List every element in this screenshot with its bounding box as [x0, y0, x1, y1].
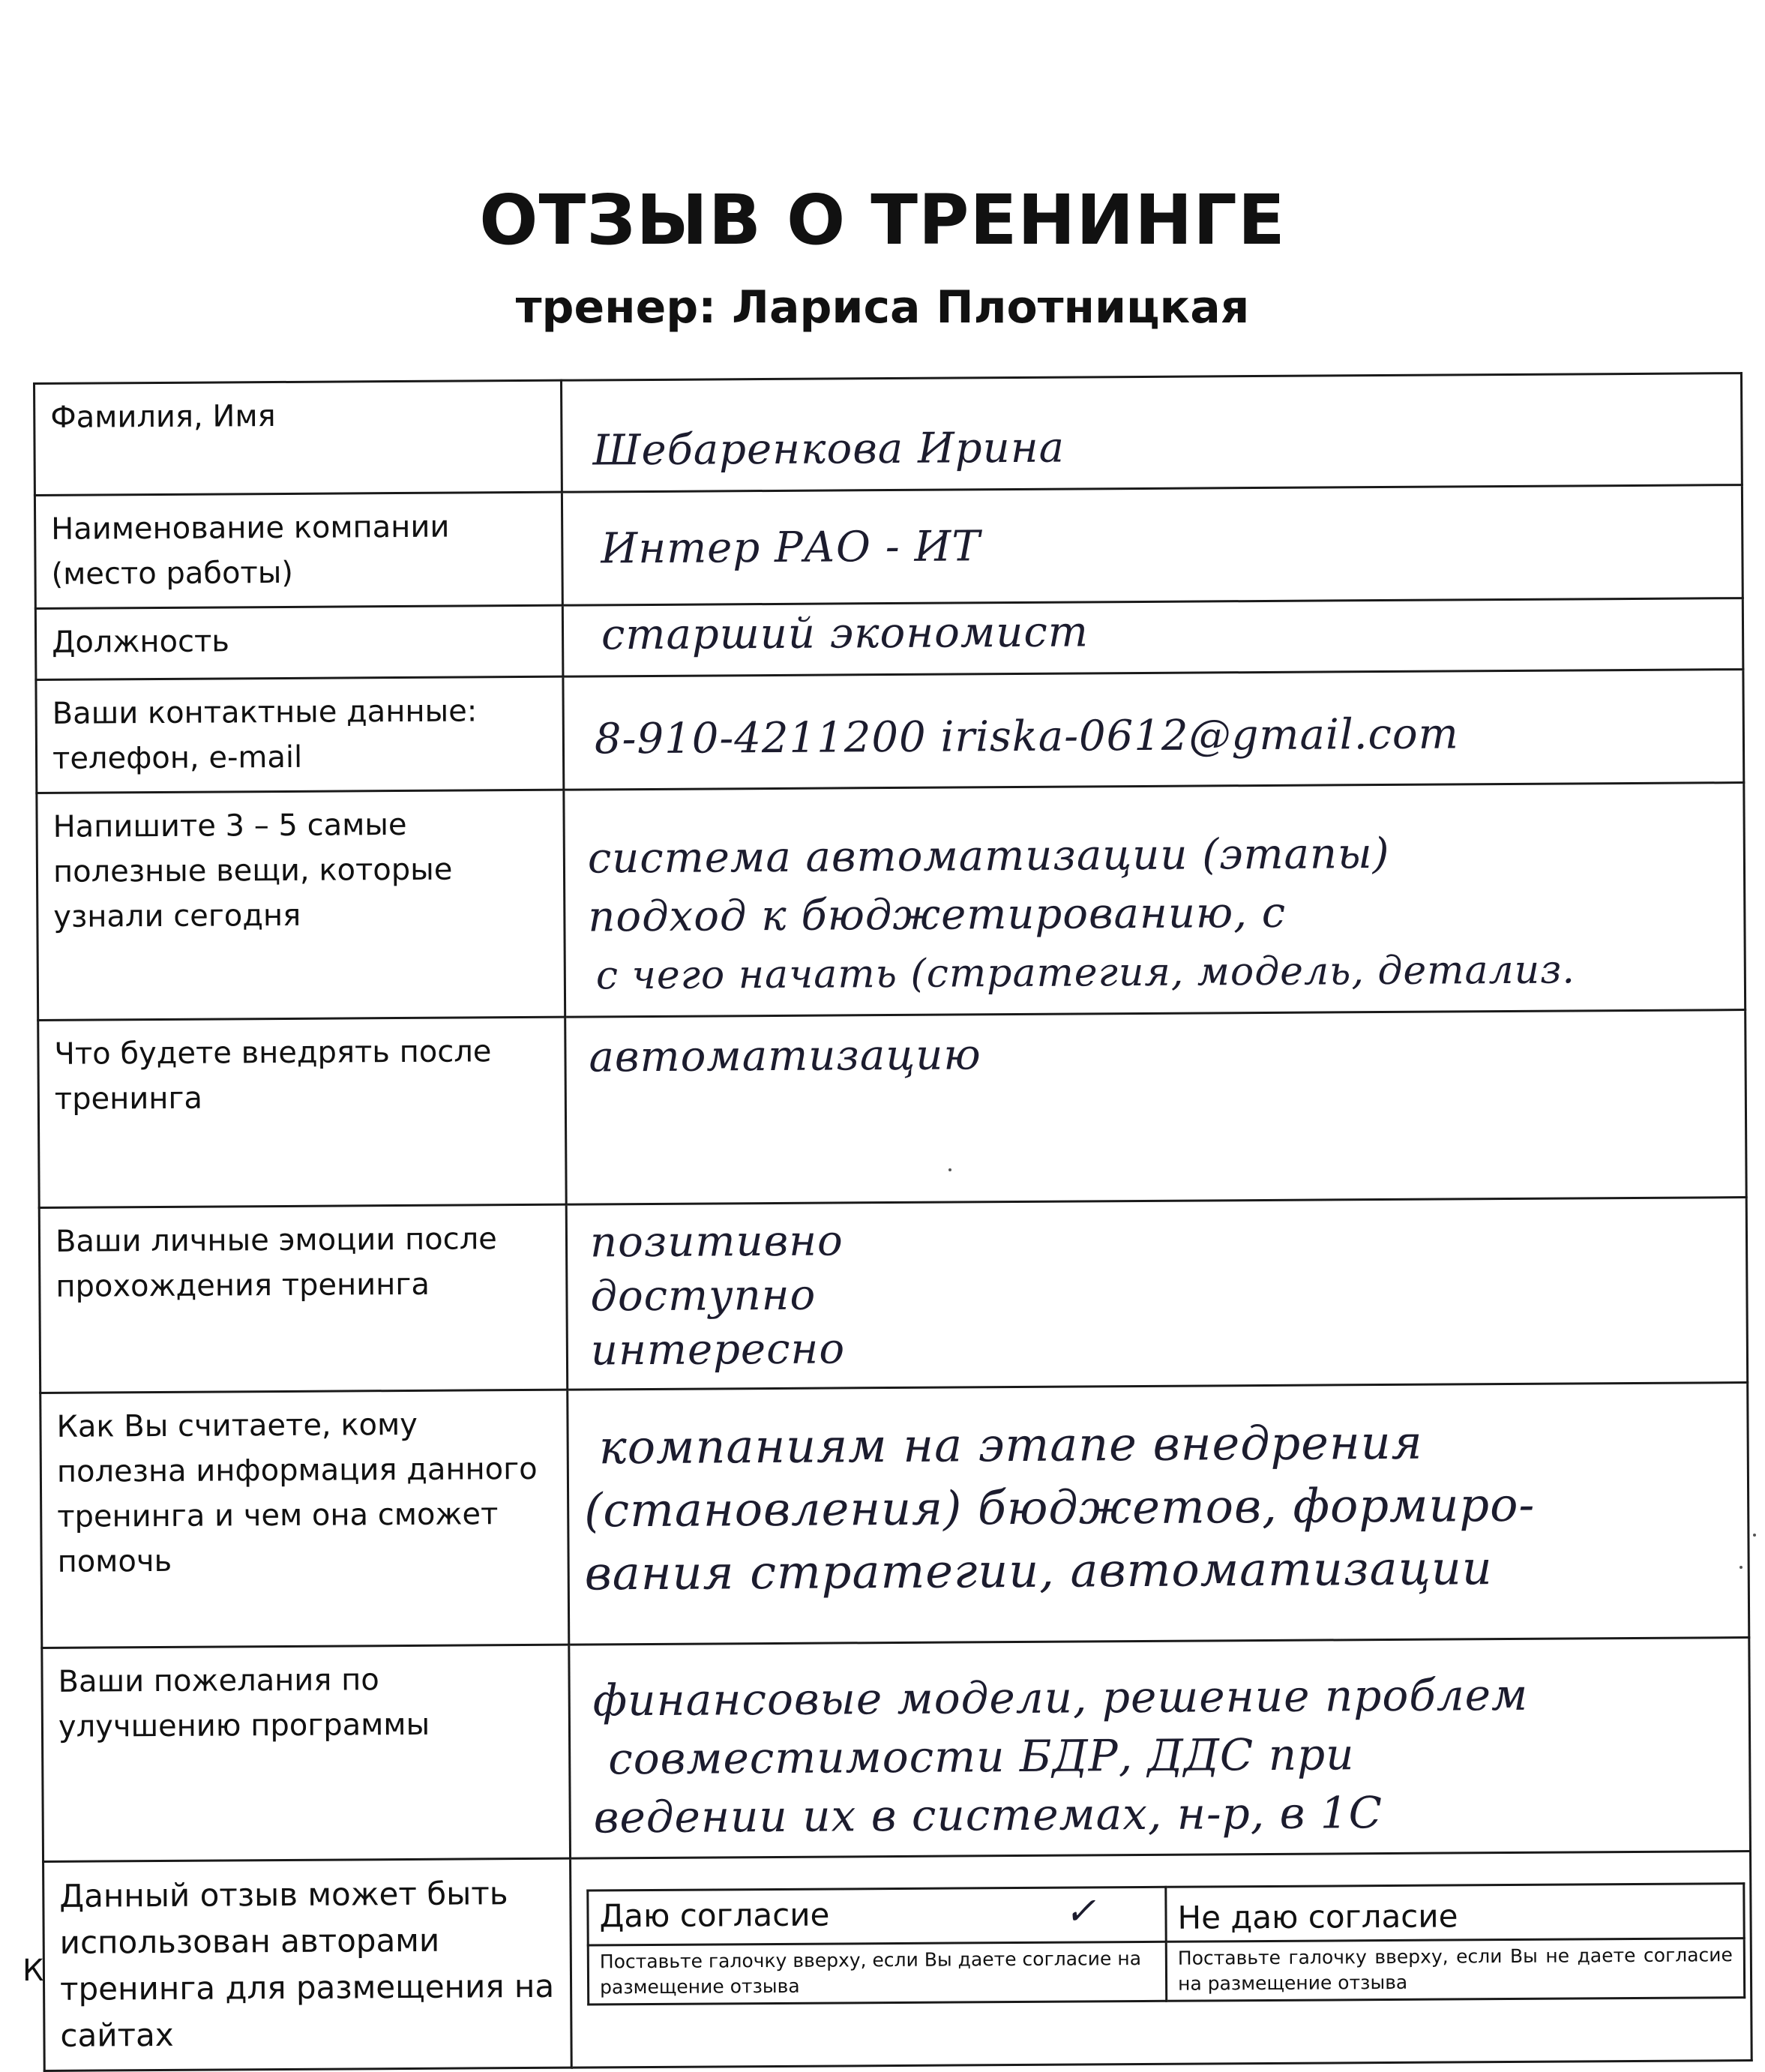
row-answer[interactable]: [562, 485, 1743, 606]
handwritten-answer: компаниям на этапе внедрения: [598, 1414, 1423, 1475]
row-label: Что будете внедрять после тренинга: [38, 1017, 567, 1207]
row-label: Данный отзыв может быть использован авторами тренинга для размещения на сайтах: [43, 1858, 572, 2071]
row-answer[interactable]: [566, 1198, 1747, 1390]
row-label: Как Вы считаете, кому полезна информация данного тренинга и чем она сможет помочь: [40, 1390, 569, 1648]
page-title: ОТЗЫВ О ТРЕНИНГЕ: [479, 180, 1286, 260]
handwritten-answer: интересно: [590, 1324, 846, 1375]
consent-table: [586, 1882, 1746, 2005]
row-label: Наименование компании (место работы): [34, 492, 562, 608]
row-answer[interactable]: [562, 598, 1743, 677]
handwritten-answer: автоматизацию: [589, 1030, 981, 1082]
row-answer[interactable]: [568, 1383, 1749, 1645]
row-answer[interactable]: [565, 1010, 1746, 1205]
form-row-name: [34, 373, 1743, 496]
row-label: Ваши контактные данные: телефон, e-mail: [36, 676, 564, 793]
handwritten-answer: финансовые модели, решение проблем: [592, 1669, 1529, 1726]
form-row-emotions: [39, 1198, 1747, 1393]
form-row-suggestions: [42, 1638, 1751, 1862]
handwritten-answer: (становления) бюджетов, формиро-: [583, 1477, 1536, 1538]
row-answer[interactable]: [563, 670, 1744, 790]
form-row-useful-things: [37, 783, 1746, 1021]
consent-cell: [571, 1852, 1752, 2068]
form-row-company: [34, 485, 1743, 609]
form-row-usefulness: [40, 1383, 1749, 1648]
feedback-form-table: [33, 372, 1753, 2072]
form-row-contacts: [36, 670, 1744, 793]
handwritten-answer: Интер РАО - ИТ: [601, 522, 981, 574]
row-answer[interactable]: [569, 1638, 1751, 1859]
agree-note: Поставьте галочку вверху, если Вы даете согласие на размещение отзыва: [588, 1942, 1166, 2005]
scan-speck: [1740, 1566, 1743, 1569]
handwritten-answer: Шебаренкова Ирина: [592, 423, 1065, 475]
handwritten-answer: 8-910-4211200 iriska-0612@gmail.com: [594, 709, 1459, 764]
handwritten-answer: ведении их в системах, н-р, в 1С: [593, 1787, 1383, 1843]
disagree-title: Не даю согласие: [1177, 1897, 1458, 1936]
handwritten-answer: вания стратегии, автоматизации: [584, 1540, 1493, 1601]
handwritten-answer: подход к бюджетированию, с: [588, 888, 1287, 942]
row-label: Ваши пожелания по улучшению программы: [42, 1645, 571, 1861]
handwritten-answer: старший экономист: [601, 607, 1089, 660]
row-answer[interactable]: [564, 783, 1746, 1018]
row-label: Напишите 3 – 5 самые полезные вещи, которые узнали сегодня: [37, 790, 565, 1020]
next-row-fragment: К: [22, 1954, 44, 1988]
trainer-subtitle: тренер: Лариса Плотницкая: [515, 281, 1250, 334]
form-row-position: [35, 598, 1743, 680]
row-answer[interactable]: [561, 373, 1742, 493]
row-label: Фамилия, Имя: [34, 380, 562, 495]
form-row-implement: [38, 1010, 1746, 1208]
handwritten-answer: совместимости БДР, ДДС при: [608, 1729, 1355, 1785]
row-label: Должность: [35, 605, 563, 679]
checkmark-icon: ✓: [1064, 1889, 1096, 1933]
scan-speck: [948, 1168, 951, 1171]
disagree-option[interactable]: [1166, 1884, 1744, 1942]
scan-speck: [1753, 1534, 1756, 1537]
row-label: Ваши личные эмоции после прохождения тренинга: [39, 1204, 567, 1393]
agree-title: Даю согласие: [599, 1896, 830, 1935]
handwritten-answer: позитивно: [589, 1216, 844, 1267]
handwritten-answer: с чего начать (стратегия, модель, детализ.: [595, 947, 1576, 999]
agree-option[interactable]: [588, 1887, 1166, 1945]
handwritten-answer: доступно: [590, 1270, 817, 1321]
form-row-consent: [43, 1852, 1752, 2071]
handwritten-answer: система автоматизации (этапы): [587, 829, 1390, 883]
disagree-note: Поставьте галочку вверху, если Вы не даете согласие на размещение отзыва: [1166, 1939, 1744, 2002]
